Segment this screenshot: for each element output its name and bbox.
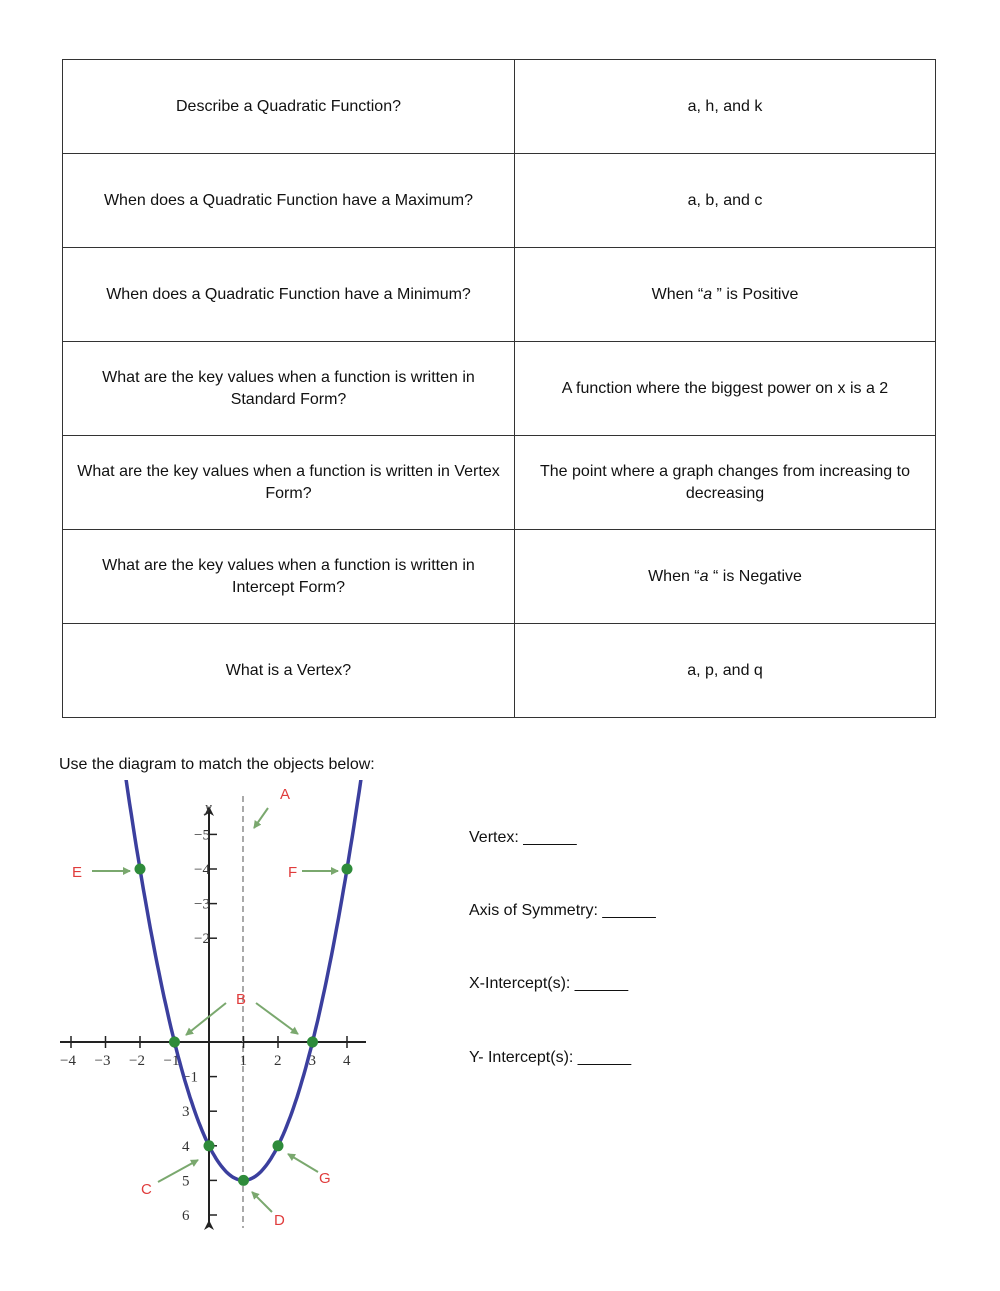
- point-e: [135, 864, 146, 875]
- y-tick-label: 6: [182, 1208, 190, 1224]
- arrow-d: [252, 1192, 272, 1212]
- vertex-question: Vertex: ______: [469, 829, 577, 846]
- table-cell-question: What are the key values when a function is written in Vertex Form?: [63, 436, 515, 530]
- callout-d: D: [274, 1212, 285, 1229]
- x-tick-label: −3: [94, 1053, 111, 1069]
- table-cell-question: When does a Quadratic Function have a Minimum?: [63, 248, 515, 342]
- table-cell-question: What is a Vertex?: [63, 624, 515, 718]
- y-tick-label: −4: [194, 862, 210, 878]
- answer-variable: a: [703, 285, 713, 303]
- table-cell-answer: A function where the biggest power on x is a 2: [515, 342, 936, 436]
- table-cell-answer: a, h, and k: [515, 60, 936, 154]
- point-b: [169, 1037, 180, 1048]
- callout-g: G: [319, 1170, 331, 1187]
- y-tick-label: −3: [194, 896, 210, 913]
- table-cell-answer: a, b, and c: [515, 154, 936, 248]
- x-intercept-question: X-Intercept(s): ______: [469, 975, 629, 992]
- point-f: [342, 864, 353, 875]
- x-tick-label: −1: [163, 1053, 180, 1069]
- y-intercept-question: Y- Intercept(s): ______: [469, 1049, 632, 1066]
- arrow-a: [254, 808, 268, 828]
- table-cell-answer: a, p, and q: [515, 624, 936, 718]
- table-row: [63, 248, 936, 342]
- arrow-b-right: [256, 1003, 298, 1034]
- callout-e: E: [72, 864, 83, 881]
- point-c: [204, 1140, 215, 1151]
- instruction-text: Use the diagram to match the objects below:: [59, 756, 375, 773]
- table-cell-question: When does a Quadratic Function have a Maximum?: [63, 154, 515, 248]
- table-row: [63, 342, 936, 436]
- x-tick-label: −2: [129, 1053, 145, 1069]
- table-cell-question: What are the key values when a function is written in Standard Form?: [63, 342, 515, 436]
- y-tick-label: −5: [194, 827, 210, 844]
- table-row: [63, 530, 936, 624]
- x-tick-label: 2: [274, 1053, 282, 1069]
- y-tick-label: 4: [182, 1138, 190, 1155]
- table-cell-question: Describe a Quadratic Function?: [63, 60, 515, 154]
- table-cell-answer: [515, 248, 936, 342]
- answer-variable: a: [699, 567, 709, 585]
- answer-text-post: “ is Negative: [708, 567, 802, 585]
- callout-f: F: [288, 864, 298, 881]
- point-g: [273, 1140, 284, 1151]
- table-cell-answer: [515, 530, 936, 624]
- answer-text-pre: When “: [648, 567, 700, 585]
- arrow-b-left: [186, 1003, 226, 1035]
- table-cell-answer: The point where a graph changes from increasing to decreasing: [515, 436, 936, 530]
- matching-table: [62, 59, 936, 718]
- table-row: [63, 60, 936, 154]
- point-d: [238, 1175, 249, 1186]
- x-tick-label: 4: [343, 1053, 351, 1069]
- y-axis-label: y: [205, 800, 212, 816]
- x-tick-label: −4: [60, 1053, 76, 1069]
- point-b: [307, 1037, 318, 1048]
- x-tick-label: 3: [308, 1053, 316, 1069]
- y-tick-label: −2: [194, 931, 210, 948]
- table-row: [63, 436, 936, 530]
- callout-b: B: [236, 991, 247, 1008]
- answer-text-pre: When “: [651, 285, 704, 303]
- table-row: [63, 624, 936, 718]
- answer-text-post: ” is Positive: [712, 285, 799, 303]
- arrow-g: [288, 1154, 318, 1172]
- table-cell-question: What are the key values when a function is written in Intercept Form?: [63, 530, 515, 624]
- callout-c: C: [141, 1181, 152, 1198]
- y-tick-label: 5: [182, 1173, 190, 1190]
- callout-a: A: [280, 786, 291, 803]
- arrow-c: [158, 1160, 198, 1182]
- x-tick-label: 1: [239, 1053, 247, 1069]
- axis-of-symmetry-question: Axis of Symmetry: ______: [469, 902, 656, 919]
- y-tick-label: −1: [182, 1069, 198, 1086]
- parabola-graph: [40, 780, 380, 1240]
- y-tick-label: 3: [182, 1104, 190, 1121]
- table-row: [63, 154, 936, 248]
